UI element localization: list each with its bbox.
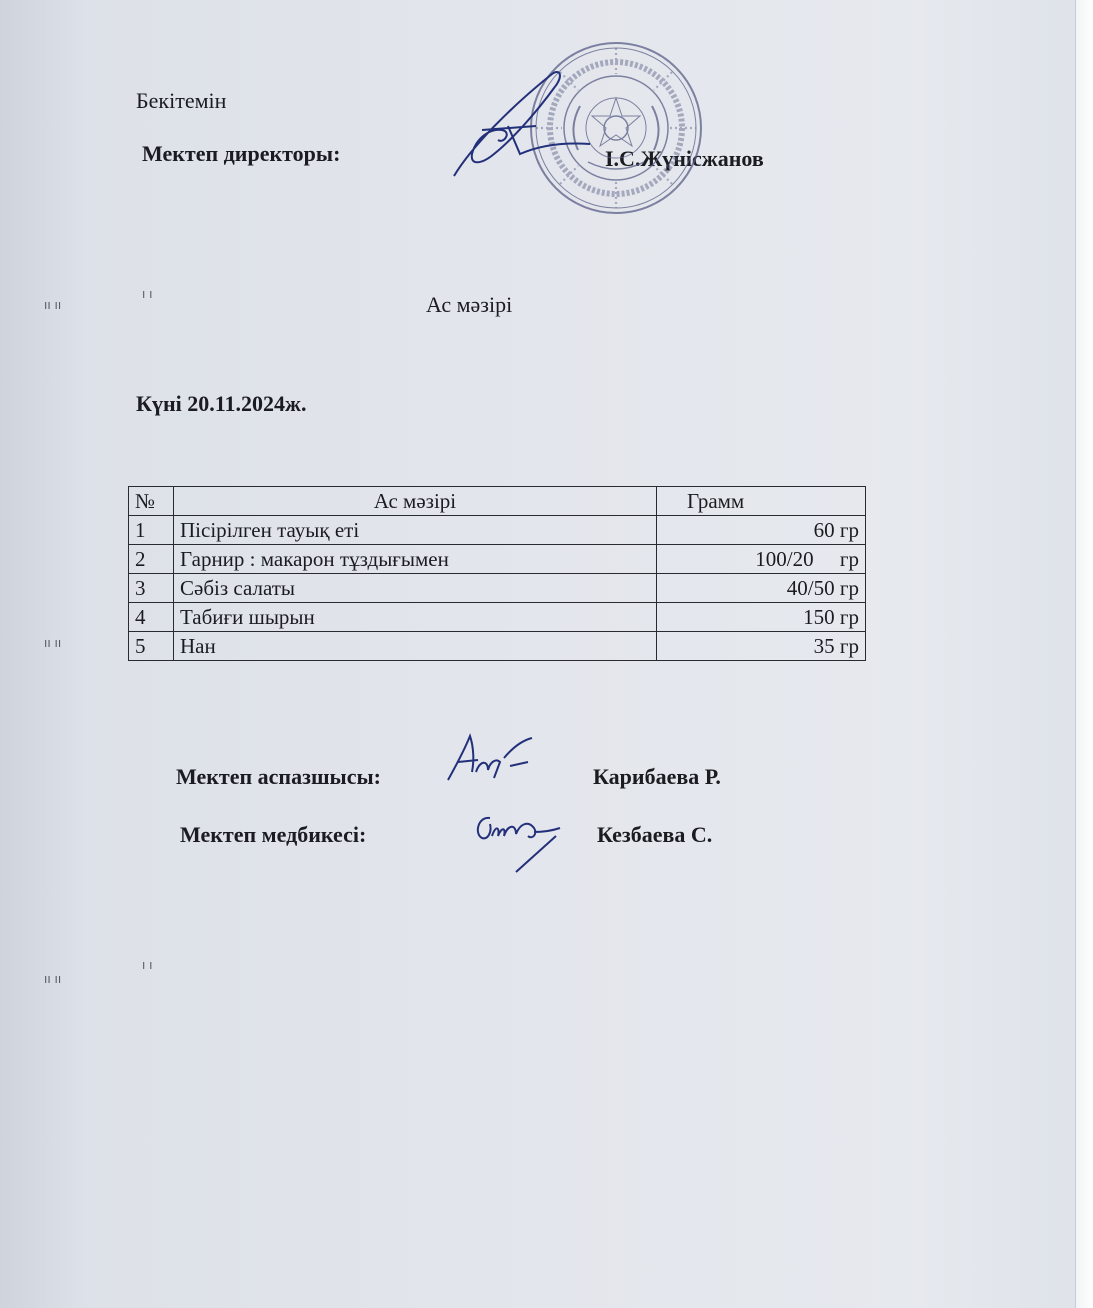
cook-signature (444, 732, 534, 784)
table-header-row (129, 487, 866, 516)
column-header-gram: Грамм (657, 487, 866, 516)
row-gram: 35 гр (657, 632, 866, 661)
row-number: 3 (129, 574, 174, 603)
table-row (129, 516, 866, 545)
row-dish: Пісірілген тауық еті (174, 516, 657, 545)
table-row (129, 574, 866, 603)
row-gram: 100/20 гр (657, 545, 866, 574)
table-row (129, 632, 866, 661)
row-dish: Гарнир : макарон тұздығымен (174, 545, 657, 574)
column-header-number: № (129, 487, 174, 516)
row-dish: Сәбіз салаты (174, 574, 657, 603)
column-header-dish: Ас мәзірі (174, 487, 657, 516)
row-number: 2 (129, 545, 174, 574)
scan-mark: ı ı (142, 287, 153, 301)
scan-mark: ıı ıı (44, 636, 62, 650)
row-dish: Нан (174, 632, 657, 661)
page-edge (1075, 0, 1093, 1308)
page-title: Ас мәзірі (426, 292, 513, 317)
menu-table (128, 486, 866, 661)
table-row (129, 545, 866, 574)
row-number: 4 (129, 603, 174, 632)
date-line: Күні 20.11.2024ж. (136, 391, 307, 416)
cook-role: Мектеп аспазшысы: (176, 764, 381, 789)
cook-name: Карибаева Р. (593, 764, 721, 789)
row-gram: 60 гр (657, 516, 866, 545)
table-row (129, 603, 866, 632)
scan-mark: ı ı (142, 958, 153, 972)
row-gram: 40/50 гр (657, 574, 866, 603)
director-signature (442, 66, 592, 184)
scan-mark: ıı ıı (44, 972, 62, 986)
row-number: 5 (129, 632, 174, 661)
nurse-role: Мектеп медбикесі: (180, 822, 367, 847)
approve-label: Бекітемін (136, 88, 227, 113)
director-name: І.С.Жүнісжанов (605, 146, 764, 171)
row-number: 1 (129, 516, 174, 545)
nurse-name: Кезбаева С. (597, 822, 713, 847)
scan-mark: ıı ıı (44, 298, 62, 312)
nurse-signature (470, 806, 562, 874)
director-role: Мектеп директоры: (142, 141, 341, 166)
row-gram: 150 гр (657, 603, 866, 632)
row-dish: Табиғи шырын (174, 603, 657, 632)
